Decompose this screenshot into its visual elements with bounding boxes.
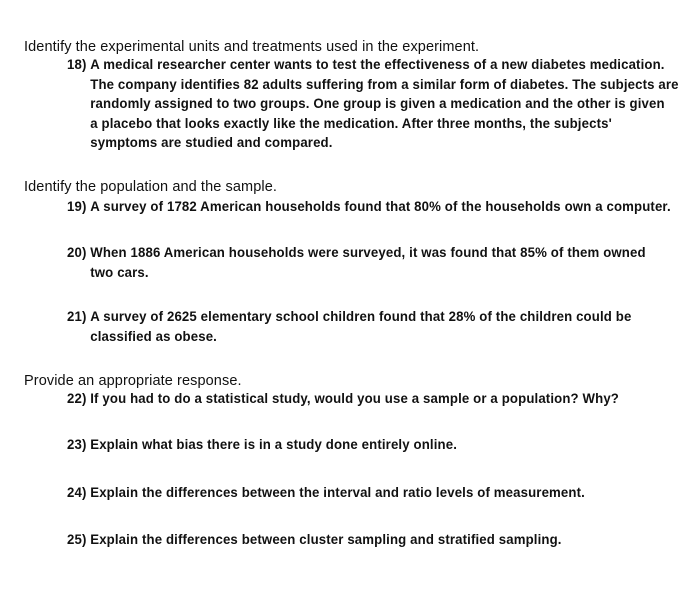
question-number: 21) [67, 309, 87, 325]
question-25 [67, 531, 648, 551]
question-text [90, 308, 648, 347]
section-heading-experimental-units: Identify the experimental units and treatments used in the experiment. [24, 39, 480, 55]
question-line: The company identifies 82 adults suffering from a similar form of diabetes. The subjects are [90, 76, 679, 93]
question-text [90, 56, 678, 154]
section-heading-population-sample: Identify the population and the sample. [24, 179, 277, 195]
question-text [90, 390, 648, 410]
question-line: When 1886 American households were surveyed, it was found that 85% of them owned [90, 245, 646, 261]
question-line: A medical researcher center wants to test the effectiveness of a new diabetes medication. [90, 57, 665, 73]
section-heading-appropriate-response: Provide an appropriate response. [24, 373, 242, 389]
question-line: two cars. [90, 264, 149, 281]
question-text [90, 198, 671, 218]
question-line: classified as obese. [90, 328, 217, 345]
question-text [90, 244, 648, 283]
question-line: randomly assigned to two groups. One group is given a medication and the other is given [90, 96, 665, 112]
question-line: Explain what bias there is in a study done entirely online. [90, 437, 458, 453]
question-number: 20) [67, 245, 87, 261]
question-23 [67, 436, 648, 456]
question-line: symptoms are studied and compared. [90, 135, 333, 151]
question-20 [67, 244, 648, 283]
question-24 [67, 484, 648, 504]
question-text [90, 484, 648, 504]
question-line: Explain the differences between the interval and ratio levels of measurement. [90, 485, 585, 501]
question-line: A survey of 1782 American households found that 80% of the households own a computer. [90, 199, 671, 215]
question-text [90, 531, 648, 551]
question-number: 19) [67, 199, 87, 215]
question-number: 23) [67, 437, 87, 453]
question-line: a placebo that looks exactly like the medication. After three months, the subjects' [90, 115, 612, 132]
question-line: A survey of 2625 elementary school children found that 28% of the children could be [90, 309, 632, 325]
question-number: 18) [67, 57, 87, 73]
question-19 [67, 198, 671, 218]
question-line: Explain the differences between cluster sampling and stratified sampling. [90, 532, 562, 548]
question-number: 22) [67, 391, 87, 407]
question-text [90, 436, 648, 456]
question-line: If you had to do a statistical study, would you use a sample or a population? Why? [90, 391, 620, 407]
question-21 [67, 308, 648, 347]
question-18 [67, 56, 679, 154]
question-number: 24) [67, 485, 87, 501]
question-number: 25) [67, 532, 87, 548]
question-22 [67, 390, 648, 410]
